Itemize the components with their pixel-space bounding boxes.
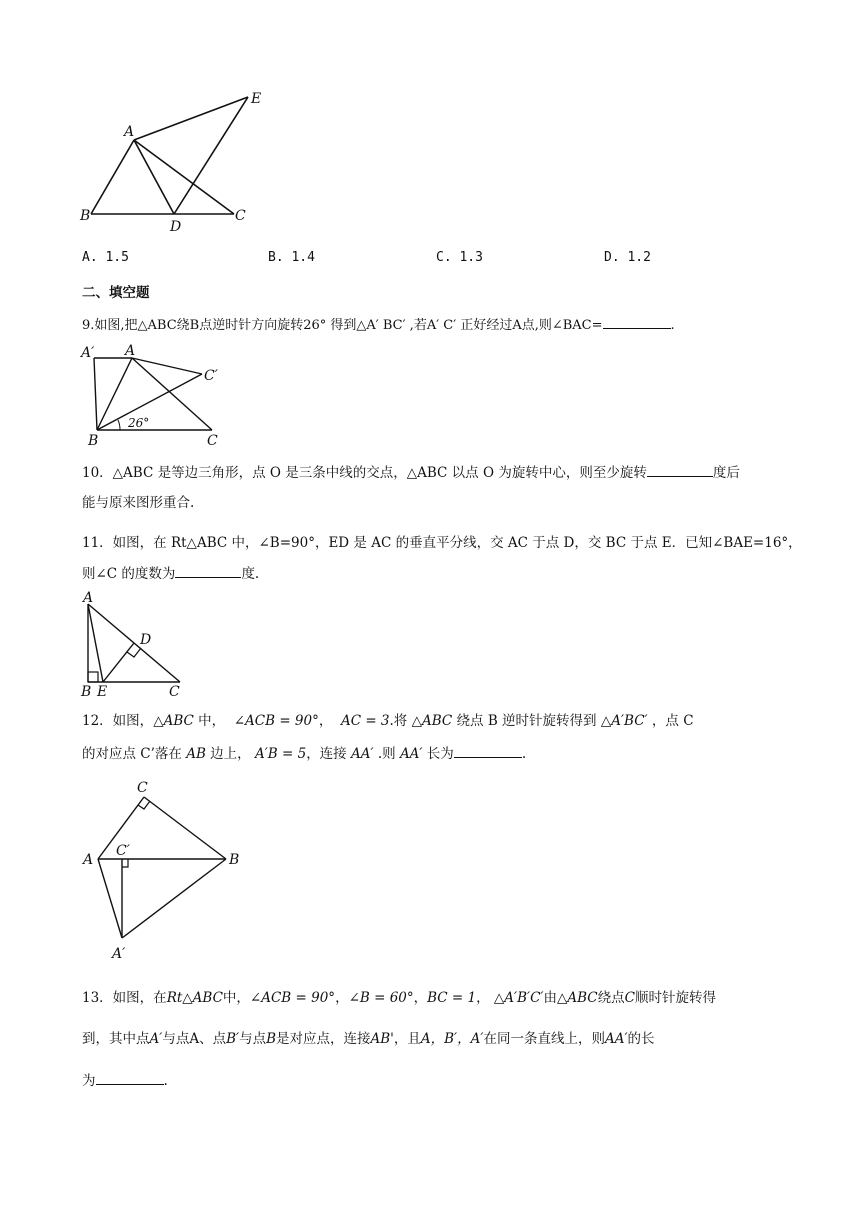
q12-math: AA′ <box>350 746 374 762</box>
q12-text: ， <box>318 713 333 729</box>
figure-q12 <box>78 778 248 964</box>
q13-text: 是对应点，连接 <box>276 1031 371 1047</box>
fig9-label-C-prime: C′ <box>204 368 218 384</box>
fig9-angle-label: 26° <box>128 416 150 430</box>
fig11-label-B: B <box>81 684 92 700</box>
q13-text: 顺时针旋转得 <box>634 990 716 1006</box>
fig11-label-C: C <box>169 684 180 700</box>
q13-text: 在同一条直线上，则 <box>483 1031 605 1047</box>
option-b: B. 1.4 <box>268 250 315 265</box>
option-c: C. 1.3 <box>436 250 483 265</box>
q13-math: Rt△ABC <box>166 990 223 1006</box>
q13-math: A′ <box>149 1031 163 1047</box>
q12-text: 的对应点 C’落在 <box>82 746 187 762</box>
q9-answer-blank[interactable] <box>603 314 671 329</box>
q12-math: AA′ <box>399 746 423 762</box>
fig12-label-B: B <box>229 852 240 868</box>
option-d: D. 1.2 <box>604 250 651 265</box>
q13-math: BC = 1 <box>427 990 477 1006</box>
q13-math: B <box>266 1031 276 1047</box>
q12-text: 绕点 B 逆时针旋转得到 <box>452 713 601 729</box>
q13-text: 的长 <box>627 1031 655 1047</box>
q13-text: 中， <box>222 990 250 1006</box>
question-11-line-1: 11．如图，在 Rt△ABC 中，∠B=90°，ED 是 AC 的垂直平分线，交 AC 于点 D，交 BC 于点 E．已知∠BAE=16°， <box>82 535 802 551</box>
fig11-label-A: A <box>83 590 94 606</box>
q13-text: ，且 <box>393 1031 421 1047</box>
question-13-line-2 <box>82 1029 655 1049</box>
question-13-line-3 <box>82 1070 168 1091</box>
q9-text-end: . <box>670 318 675 333</box>
question-12-line-1 <box>82 711 694 731</box>
q11-answer-blank[interactable] <box>175 563 241 578</box>
q12-text: 12．如图， <box>82 713 154 729</box>
q12-math: A′B = 5 <box>254 746 307 762</box>
q13-text: ， <box>335 990 349 1006</box>
fig12-label-C-prime: C′ <box>116 843 130 859</box>
q12-text: .将 <box>389 713 412 729</box>
q13-text: ， <box>413 990 428 1006</box>
fig11-label-E: E <box>97 684 108 700</box>
fig8-label-D: D <box>170 219 182 235</box>
q13-math: B′ <box>226 1031 240 1047</box>
q13-math: AB' <box>370 1031 394 1047</box>
q12-text: .则 <box>373 746 400 762</box>
q12-math: AB <box>186 746 206 762</box>
q12-math: △ABC <box>153 713 194 729</box>
fig12-label-C: C <box>137 780 148 796</box>
option-a: A. 1.5 <box>82 250 129 265</box>
q13-math: ∠ACB = 90° <box>249 990 336 1006</box>
q9-text: 9.如图,把△ABC绕B点逆时针方向旋转26° 得到△A′ BC′ ,若A′ C′ 正好经过A点,则∠BAC= <box>82 318 603 333</box>
q13-text: ， <box>476 990 490 1006</box>
q13-math: C <box>624 990 635 1006</box>
fig9-label-C: C <box>207 433 218 449</box>
question-9 <box>82 314 675 336</box>
fig8-label-E: E <box>251 91 262 107</box>
q13-math: ∠B = 60° <box>348 990 414 1006</box>
fig9-label-A: A <box>125 343 136 359</box>
q12-text: . <box>521 746 527 762</box>
fig9-label-B: B <box>88 433 99 449</box>
q12-math: ∠ACB = 90° <box>233 713 319 729</box>
q10-text: 10．△ABC 是等边三角形，点 O 是三条中线的交点，△ABC 以点 O 为旋转中心，则至少旋转 <box>82 465 647 481</box>
q13-math: △ABC <box>556 990 598 1006</box>
figure-q8 <box>78 88 278 238</box>
q13-text: 与点A、点 <box>162 1031 227 1047</box>
q13-math: △A′B′C′ <box>493 990 544 1006</box>
q13-text: 为 <box>82 1073 96 1089</box>
question-13-line-1 <box>82 988 716 1008</box>
figure-q9 <box>80 343 230 449</box>
q13-answer-blank[interactable] <box>96 1070 164 1085</box>
q10-text-end: 度后 <box>712 465 740 481</box>
q10-answer-blank[interactable] <box>647 462 713 477</box>
q12-text: 边上， <box>205 746 251 762</box>
q13-text: 由 <box>543 990 557 1006</box>
fig11-label-D: D <box>140 632 152 648</box>
q12-answer-blank[interactable] <box>454 743 522 758</box>
q11-text-end: 度. <box>241 566 260 582</box>
q13-text: 绕点 <box>597 990 625 1006</box>
fig12-label-A-prime: A′ <box>112 946 126 962</box>
q12-math: △ABC <box>411 713 453 729</box>
section-title: 二、填空题 <box>82 285 150 301</box>
question-12-line-2 <box>82 743 526 764</box>
question-11-line-2 <box>82 563 259 584</box>
q13-text: . <box>163 1073 168 1089</box>
question-10-line-2: 能与原来图形重合. <box>82 495 195 511</box>
q13-math: AA′ <box>604 1031 628 1047</box>
q12-math: △A′BC′ <box>600 713 648 729</box>
question-10-line-1 <box>82 462 740 483</box>
fig8-label-C: C <box>235 208 246 224</box>
fig9-label-A-prime: A′ <box>81 345 95 361</box>
q13-text: 到，其中点 <box>82 1031 150 1047</box>
figure-q11 <box>80 590 190 698</box>
fig12-label-A: A <box>83 852 94 868</box>
q12-text: ，连接 <box>306 746 351 762</box>
q11-text: 则∠C 的度数为 <box>82 566 176 582</box>
q12-text: 长为 <box>422 746 454 762</box>
q12-math: AC = 3 <box>340 713 390 729</box>
fig8-label-A: A <box>124 124 135 140</box>
q12-text: 中， <box>193 713 226 729</box>
q13-text: 13．如图，在 <box>82 990 167 1006</box>
q13-text: 与点 <box>239 1031 267 1047</box>
q13-math: A，B′，A′ <box>420 1031 484 1047</box>
fig8-label-B: B <box>80 208 91 224</box>
q12-text: ，点 C <box>647 713 694 729</box>
